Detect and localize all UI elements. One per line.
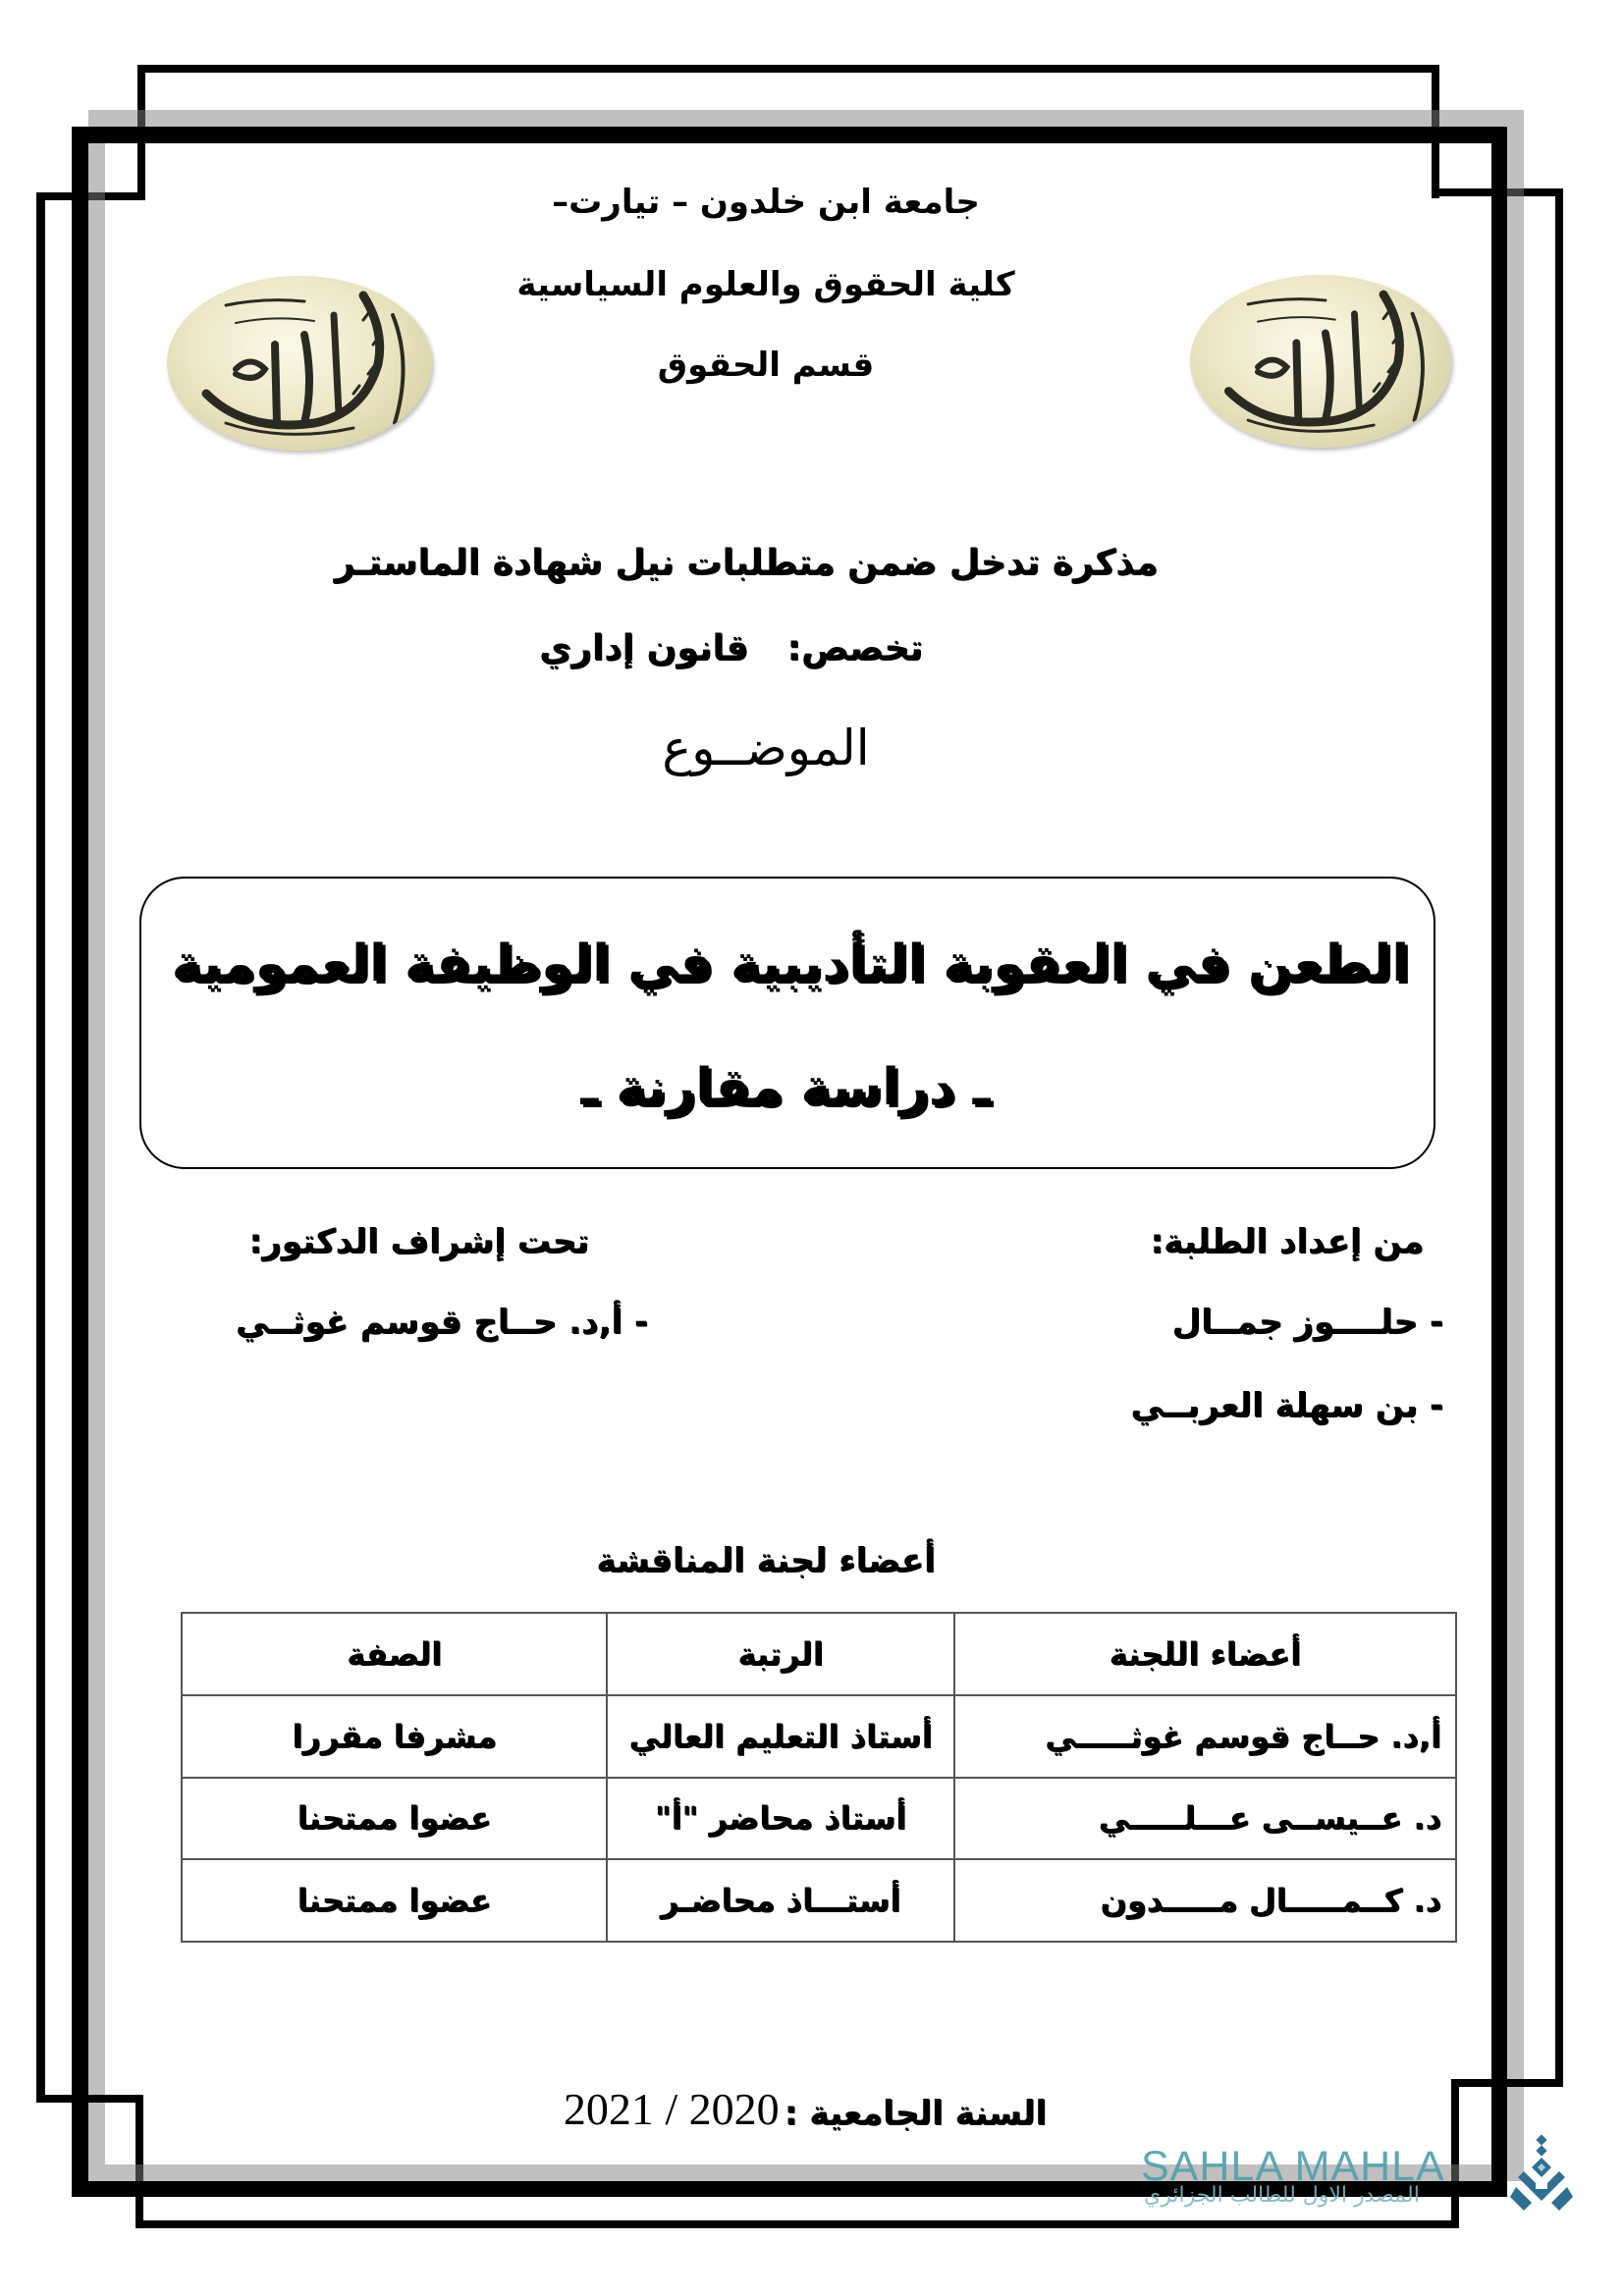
table-row	[182, 1778, 1456, 1860]
faculty-name: كلية الحقوق والعلوم السياسية	[516, 265, 1015, 304]
thesis-purpose: مذكرة تدخل ضمن متطلبات نيل شهادة الماستـر	[334, 543, 1159, 583]
frame-overlap	[1432, 110, 1439, 127]
frame-overlap	[137, 110, 145, 127]
frame-gray-right	[1507, 110, 1524, 2181]
university-name: جامعة ابن خلدون – تيارت–	[552, 183, 980, 222]
table-row	[182, 1859, 1456, 1942]
frame-thin-right-vertical	[1555, 188, 1563, 2087]
frame-gray-left	[88, 127, 105, 2181]
frame-thin-bottom-line	[135, 2220, 1459, 2228]
subject-label: الموضــوع	[662, 720, 870, 776]
frame-thin-left-vertical	[36, 192, 45, 2103]
table-header-row	[182, 1613, 1456, 1695]
thesis-title-line1: الطعن في العقوبة التأديبية في الوظيفة العمومية	[171, 934, 1410, 993]
committee-heading: أعضاء لجنة المناقشة	[596, 1541, 936, 1580]
thesis-title-box	[139, 877, 1435, 1169]
supervisor-label: تحت إشراف الدكتور:	[248, 1222, 589, 1261]
frame-overlap	[135, 2164, 143, 2181]
sahla-mahla-logo-icon	[1510, 2134, 1573, 2216]
frame-overlap	[88, 192, 105, 200]
member-role: عضوا ممتحنا	[182, 1859, 607, 1942]
member-rank: أستاذ التعليم العالي	[607, 1695, 953, 1778]
frame-overlap	[1507, 188, 1524, 196]
specialty-line	[530, 628, 923, 668]
supervisor-name: - أ,د. حــاج قوسم غوثــي	[235, 1303, 648, 1342]
column-header-rank: الرتبة	[607, 1613, 953, 1695]
frame-thin-bottom-right-step	[1451, 2079, 1563, 2087]
university-logo-left	[167, 276, 432, 451]
specialty-label: تخصص:	[786, 628, 923, 668]
academic-year-value: 2021 / 2020	[563, 2084, 780, 2134]
table-row	[182, 1695, 1456, 1778]
academic-year-label: السنة الجامعية :	[784, 2094, 1047, 2133]
watermark-tagline: المصدر الاول للطالب الجزائري	[1144, 2183, 1420, 2208]
student-name-2: - بن سهلة العربــي	[1130, 1386, 1443, 1425]
frame-thick-top	[72, 127, 1507, 143]
committee-table	[181, 1612, 1457, 1943]
frame-overlap	[1451, 2164, 1459, 2181]
frame-thin-bottom-left-vertical	[135, 2095, 143, 2228]
frame-thin-top-line	[137, 65, 1439, 73]
column-header-members: أعضاء اللجنة	[954, 1613, 1456, 1695]
calligraphy-emblem-icon	[1190, 275, 1451, 448]
column-header-role: الصفة	[182, 1613, 607, 1695]
thesis-title-line2: ـ دراسة مقارنة ـ	[580, 1058, 991, 1117]
calligraphy-emblem-icon	[167, 276, 432, 451]
member-rank: أستـــاذ محاضـر	[607, 1859, 953, 1942]
university-logo-right	[1190, 275, 1451, 448]
frame-thick-right	[1491, 127, 1507, 2181]
member-role: مشرفا مقررا	[182, 1695, 607, 1778]
frame-thin-bottom-left-step	[36, 2095, 143, 2103]
member-name: أ,د. حــاج قوسم غوثـــــي	[954, 1695, 1456, 1778]
frame-thick-left	[72, 127, 88, 2197]
member-name: د. كــمـــــال مـــــدون	[954, 1859, 1456, 1942]
member-name: د. عــيســى عـــلـــــي	[954, 1778, 1456, 1860]
watermark-brand: SAHLA MAHLA	[1141, 2143, 1445, 2190]
frame-gray-top	[88, 110, 1524, 127]
member-role: عضوا ممتحنا	[182, 1778, 607, 1860]
specialty-value: قانون إداري	[539, 628, 749, 668]
department-name: قسم الحقوق	[657, 346, 875, 385]
member-rank: أستاذ محاضر "أ"	[607, 1778, 953, 1860]
students-label: من إعداد الطلبة:	[1150, 1222, 1424, 1261]
academic-year	[516, 2083, 1047, 2132]
student-name-1: - حلــــوز جمــال	[1171, 1303, 1443, 1342]
